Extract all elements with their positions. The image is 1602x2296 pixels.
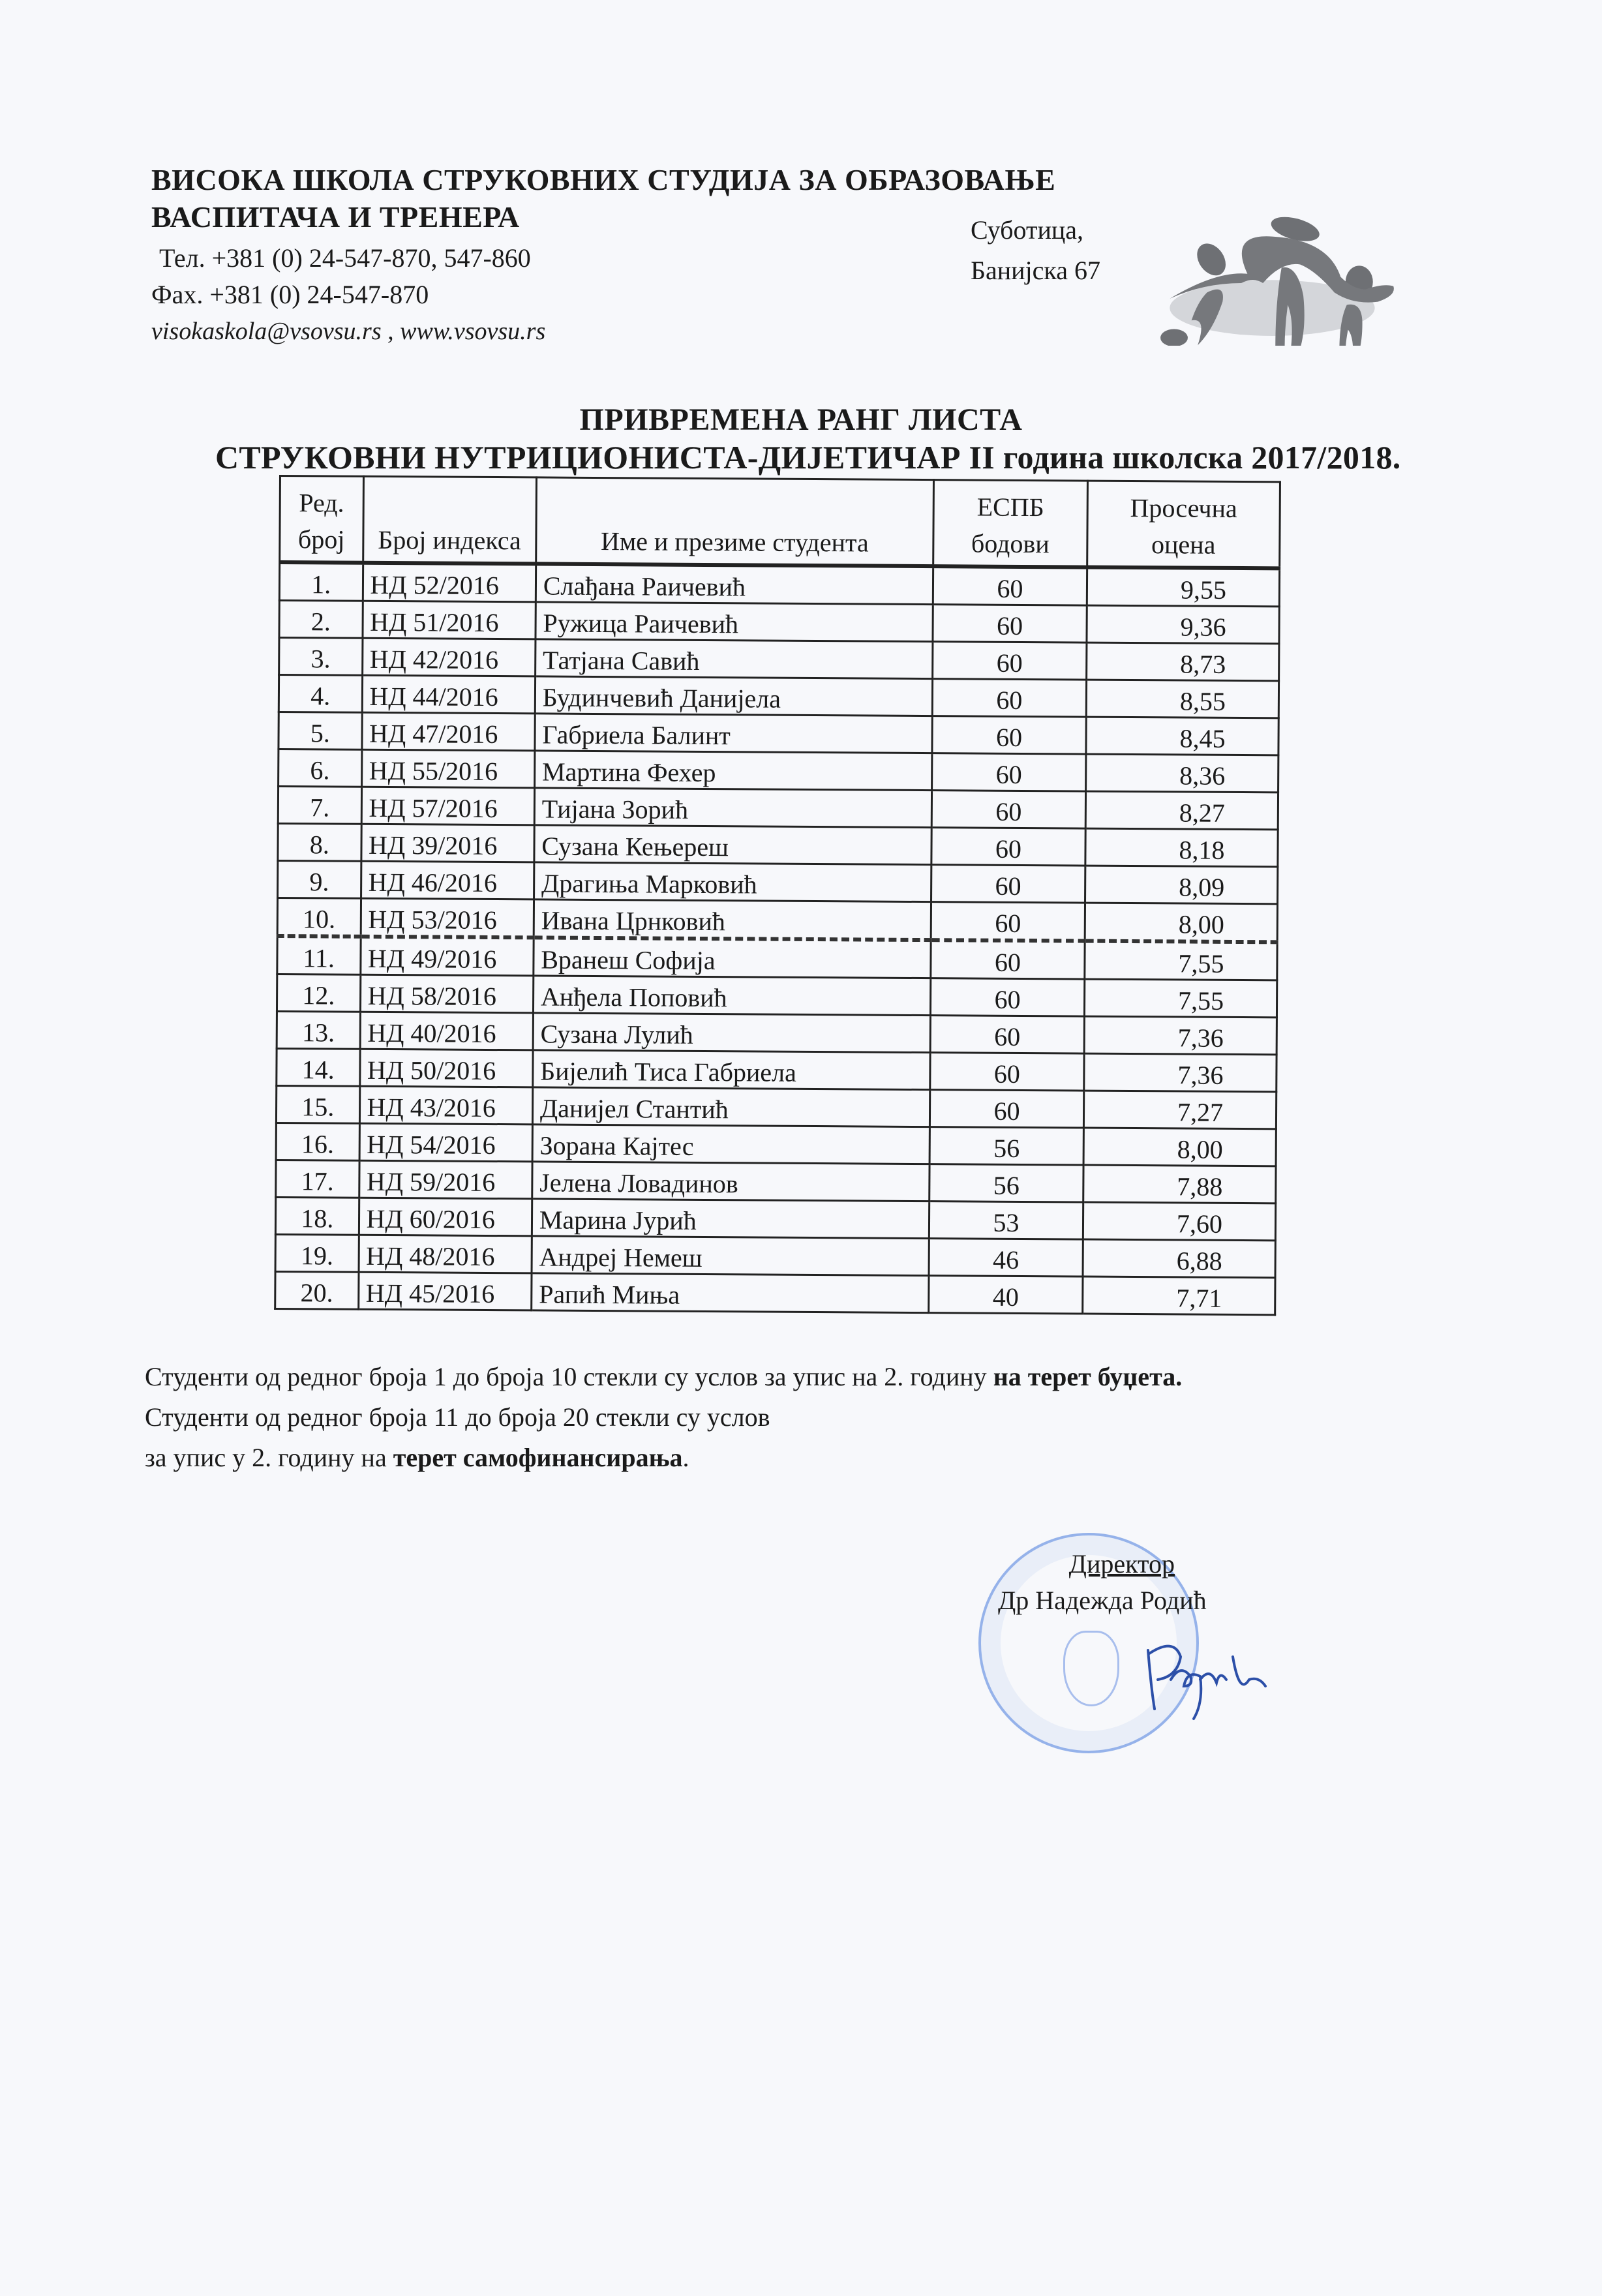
phone-number: Тел. +381 (0) 24-547-870, 547-860 [159, 243, 531, 273]
cell-student-name: Анђела Поповић [533, 976, 931, 1016]
cell-rank: 13. [277, 1011, 360, 1049]
address-city: Суботица, [971, 215, 1084, 245]
cell-student-name: Будинчевић Данијела [535, 676, 933, 716]
cell-student-name: Рапић Миња [532, 1273, 929, 1313]
note-selffinanced-line2: за упис у 2. годину на терет самофинансирања. [145, 1443, 689, 1472]
cell-rank: 15. [276, 1085, 359, 1123]
cell-ects: 56 [929, 1127, 1083, 1165]
cell-average: 7,55 [1085, 941, 1278, 980]
cell-student-name: Мартина Фехер [534, 751, 932, 791]
document-title: ПРИВРЕМЕНА РАНГ ЛИСТА [579, 402, 1023, 437]
cell-average: 6,88 [1083, 1239, 1276, 1278]
cell-average: 9,36 [1087, 605, 1280, 644]
cell-ects: 60 [931, 978, 1085, 1016]
table-row [275, 1271, 1275, 1314]
table-row [279, 562, 1279, 607]
cell-average: 8,55 [1086, 680, 1279, 718]
school-logo-people-icon [1148, 196, 1409, 346]
cell-index: НД 45/2016 [358, 1272, 532, 1310]
col-header-ects: ЕСПБ бодови [933, 480, 1087, 567]
cell-student-name: Марина Јурић [532, 1199, 929, 1239]
cell-rank: 18. [275, 1197, 359, 1235]
cell-average: 8,36 [1085, 754, 1278, 793]
note-budget-emphasis: на терет буџета [993, 1362, 1176, 1391]
cell-ects: 60 [931, 865, 1085, 903]
cell-student-name: Данијел Стантић [532, 1087, 930, 1127]
table-row [278, 860, 1278, 903]
cell-student-name: Ружица Раичевић [536, 602, 933, 642]
cell-rank: 17. [276, 1160, 359, 1198]
cell-average: 8,27 [1085, 791, 1278, 830]
cell-index: НД 55/2016 [361, 749, 535, 788]
cell-rank: 10. [277, 898, 361, 936]
table-row [279, 749, 1278, 793]
cell-student-name: Зорана Кајтес [532, 1125, 930, 1164]
cell-student-name: Тијана Зорић [534, 788, 932, 828]
cell-ects: 40 [929, 1276, 1083, 1314]
cell-average: 7,27 [1083, 1091, 1277, 1129]
cell-index: НД 51/2016 [363, 601, 536, 639]
cell-ects: 60 [930, 1090, 1084, 1128]
table-row [275, 1234, 1275, 1277]
cell-average: 7,36 [1084, 1053, 1277, 1092]
cell-average: 7,55 [1084, 979, 1277, 1018]
cell-rank: 3. [279, 638, 363, 676]
cell-rank: 9. [278, 860, 361, 898]
table-body [275, 562, 1280, 1315]
cell-ects: 60 [931, 940, 1085, 979]
cell-ects: 60 [931, 828, 1085, 866]
signatory-role: Директор [1068, 1549, 1175, 1578]
signatory-name: Др Надежда Родић [998, 1586, 1207, 1615]
table-row [277, 974, 1277, 1017]
address-street: Банијска 67 [971, 256, 1100, 285]
cell-index: НД 54/2016 [359, 1123, 533, 1162]
cell-ects: 60 [933, 642, 1087, 680]
cell-index: НД 39/2016 [361, 824, 534, 862]
cell-ects: 60 [931, 791, 1085, 828]
table-row [278, 787, 1278, 830]
cell-rank: 6. [279, 749, 362, 787]
table-row [276, 1085, 1276, 1128]
cell-rank: 5. [279, 712, 362, 750]
cell-index: НД 57/2016 [361, 787, 535, 825]
cell-average: 7,88 [1083, 1165, 1277, 1203]
cell-average: 8,00 [1085, 903, 1278, 942]
cell-ects: 60 [933, 605, 1087, 642]
cell-student-name: Драгиња Марковић [534, 862, 931, 902]
cell-average: 8,18 [1085, 828, 1278, 867]
cell-ects: 60 [932, 716, 1086, 754]
table-row [277, 898, 1277, 942]
cell-ects: 60 [930, 1016, 1084, 1053]
table-header-row [280, 476, 1280, 569]
cell-rank: 19. [275, 1234, 359, 1272]
cell-average: 8,73 [1086, 642, 1279, 681]
cell-ects: 60 [933, 566, 1087, 605]
cell-average: 7,36 [1084, 1016, 1277, 1055]
cell-average: 7,60 [1083, 1202, 1276, 1241]
col-header-name: Име и презиме студента [536, 477, 934, 566]
cell-index: НД 50/2016 [359, 1049, 533, 1087]
cell-index: НД 53/2016 [361, 898, 534, 937]
address [971, 210, 1100, 291]
institution-name [151, 163, 1055, 235]
cell-index: НД 49/2016 [360, 937, 534, 976]
cell-student-name: Сузана Лулић [533, 1013, 931, 1053]
col-header-rank: Ред. број [280, 476, 363, 563]
table-row [276, 1160, 1276, 1203]
cell-rank: 7. [278, 787, 361, 824]
fax-number: Фах. +381 (0) 24-547-870 [151, 280, 429, 309]
cell-index: НД 43/2016 [359, 1086, 533, 1125]
cell-rank: 4. [279, 675, 362, 713]
institution-name-line2: ВАСПИТАЧА И ТРЕНЕРА [151, 200, 520, 234]
cell-index: НД 52/2016 [363, 563, 536, 602]
cell-index: НД 44/2016 [362, 675, 536, 714]
table-row [279, 675, 1278, 718]
cell-student-name: Ивана Црнковић [534, 899, 931, 940]
cell-index: НД 48/2016 [359, 1235, 532, 1273]
cell-average: 7,71 [1082, 1276, 1275, 1315]
cell-student-name: Вранеш Софија [534, 937, 931, 978]
cell-rank: 8. [278, 823, 361, 861]
note-selffinanced-emphasis: терет самофинансирања [393, 1443, 683, 1472]
cell-ects: 60 [932, 679, 1086, 717]
cell-student-name: Слађана Раичевић [536, 564, 933, 604]
cell-ects: 53 [929, 1201, 1083, 1239]
cell-student-name: Сузана Кењереш [534, 825, 932, 865]
document-subtitle: СТРУКОВНИ НУТРИЦИОНИСТА-ДИЈЕТИЧАР II година школска 2017/2018. [215, 439, 1401, 476]
cell-index: НД 60/2016 [359, 1198, 532, 1236]
cell-student-name: Габриела Балинт [535, 714, 933, 753]
table-row [277, 1011, 1277, 1054]
table-row [277, 1048, 1277, 1091]
note-selffinanced-line1: Студенти од редног броја 11 до броја 20 стекли су услов [145, 1402, 770, 1432]
handwritten-signature-icon [1135, 1631, 1278, 1722]
cell-rank: 20. [275, 1271, 359, 1309]
cell-ects: 60 [930, 1053, 1084, 1091]
cell-student-name: Бијелић Тиса Габриела [533, 1050, 931, 1090]
cell-rank: 2. [279, 601, 363, 639]
cell-index: НД 42/2016 [362, 638, 536, 676]
cell-student-name: Татјана Савић [535, 639, 933, 679]
cell-index: НД 46/2016 [361, 861, 534, 899]
cell-index: НД 40/2016 [360, 1012, 534, 1050]
cell-rank: 11. [277, 936, 361, 974]
contact-info [151, 240, 545, 350]
cell-ects: 56 [929, 1164, 1083, 1202]
cell-rank: 14. [277, 1048, 360, 1086]
cell-ects: 60 [931, 902, 1085, 941]
cell-average: 8,00 [1083, 1128, 1277, 1166]
col-header-average: Просечна оцена [1087, 481, 1280, 568]
cell-average: 9,55 [1087, 567, 1280, 607]
stamp-emblem-icon [1063, 1631, 1119, 1706]
institution-name-line1: ВИСОКА ШКОЛА СТРУКОВНИХ СТУДИЈА ЗА ОБРАЗОВАЊЕ [151, 163, 1056, 196]
cell-rank: 16. [276, 1123, 359, 1160]
cell-student-name: Андреј Немеш [532, 1236, 929, 1276]
cell-rank: 12. [277, 974, 360, 1012]
cell-index: НД 59/2016 [359, 1160, 532, 1199]
table-row [278, 823, 1278, 866]
table-row [279, 601, 1279, 644]
table-row [277, 936, 1277, 980]
note-budget: Студенти од редног броја 1 до броја 10 стекли су услов за упис на 2. годину на терет буџета. [145, 1362, 1183, 1391]
signature-block [998, 1546, 1207, 1619]
cell-student-name: Јелена Ловадинов [532, 1162, 930, 1201]
table-row [275, 1197, 1275, 1240]
cell-ects: 46 [929, 1239, 1083, 1276]
cell-index: НД 58/2016 [360, 974, 534, 1013]
table-row [279, 638, 1279, 681]
ranking-table [274, 475, 1281, 1316]
cell-rank: 1. [279, 562, 363, 601]
col-header-index: Број индекса [363, 476, 536, 564]
table-row [279, 712, 1278, 755]
notes [145, 1357, 1182, 1478]
table-row [276, 1123, 1276, 1166]
cell-average: 8,45 [1086, 717, 1279, 755]
cell-average: 8,09 [1085, 866, 1278, 904]
email-website: visokaskola@vsovsu.rs , www.vsovsu.rs [151, 318, 546, 345]
cell-ects: 60 [932, 753, 1086, 791]
cell-index: НД 47/2016 [361, 712, 535, 751]
